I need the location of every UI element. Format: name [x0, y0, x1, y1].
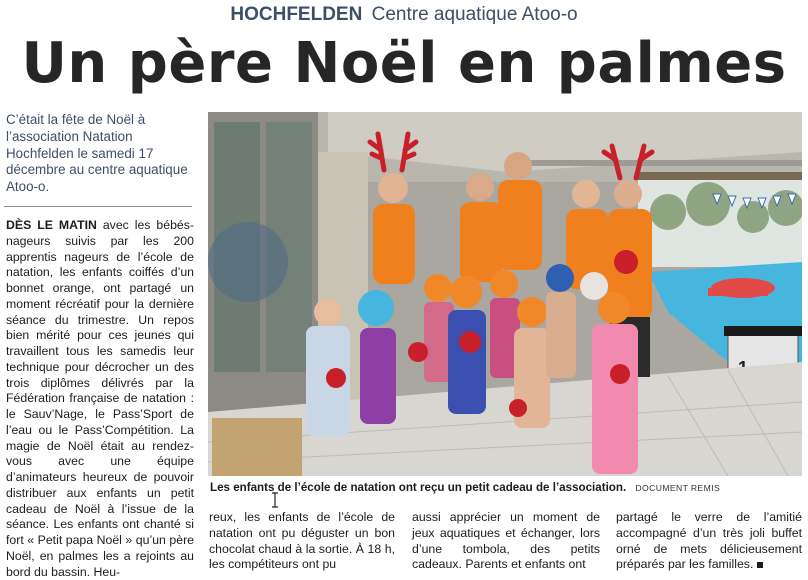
- intro-divider: [4, 206, 192, 207]
- headline: Un père Noël en palmes: [21, 31, 787, 96]
- body-text-2: reux, les enfants de l’école de natation ont pu déguster un bon chocolat chaud à la sortie. À 18 h, les compétiteurs ont pu: [209, 510, 395, 572]
- kicker: [0, 4, 808, 26]
- body-column-1: [6, 218, 194, 580]
- caption-text: Les enfants de l’école de natation ont reçu un petit cadeau de l’association.: [210, 481, 627, 494]
- body-text-4: partagé le verre de l’amitié accompagné d’un très joli buffet orné de mets délicieusement préparés par les familles.: [616, 510, 802, 572]
- photo-credit: DOCUMENT REMIS: [635, 483, 721, 493]
- body-text-1: avec les bébés-nageurs suivis par les 200 apprentis nageurs de l’école de natation, les enfants coiffés d’un bonnet orange, ont partagé un moment récréatif pour la dernière séance du trimestre. Un repos bien mérité pour ces jeunes qui travaillent tous les samedis leur technique pour décrocher un des trois diplômes délivrés par la Fédération française de natation : le Sauv’Nage, le Pass’Sport de l’eau ou le Pass’Compétition. La magie de Noël était au rendez-vous avec une équipe d’animateurs heureux de pouvoir distribuer aux enfants un petit cadeau de Noël à l’issue de la séance. Les enfants ont chanté si fort « Petit papa Noël » qu’un père Noël, en palmes les a rejoints au bord du bassin. Heu-: [6, 218, 194, 579]
- body-column-2: [209, 510, 395, 573]
- article-photo: [208, 112, 802, 476]
- end-of-article-mark: [757, 562, 763, 568]
- kicker-place: HOCHFELDEN: [230, 4, 363, 25]
- text-cursor-icon: [270, 492, 280, 508]
- body-column-3: [412, 510, 600, 573]
- kicker-topic: Centre aquatique Atoo-o: [371, 4, 578, 25]
- body-column-4: [616, 510, 802, 573]
- lead-words: DÈS LE MATIN: [6, 218, 97, 232]
- body-text-3: aussi apprécier un moment de jeux aquatiques et échanger, lors d’une tombola, des petits cadeaux. Parents et enfants ont: [412, 510, 600, 572]
- photo-caption: [210, 480, 802, 496]
- chapo-intro: C’était la fête de Noël à l’association Natation Hochfelden le samedi 17 décembre au centre aquatique Atoo-o.: [6, 112, 188, 195]
